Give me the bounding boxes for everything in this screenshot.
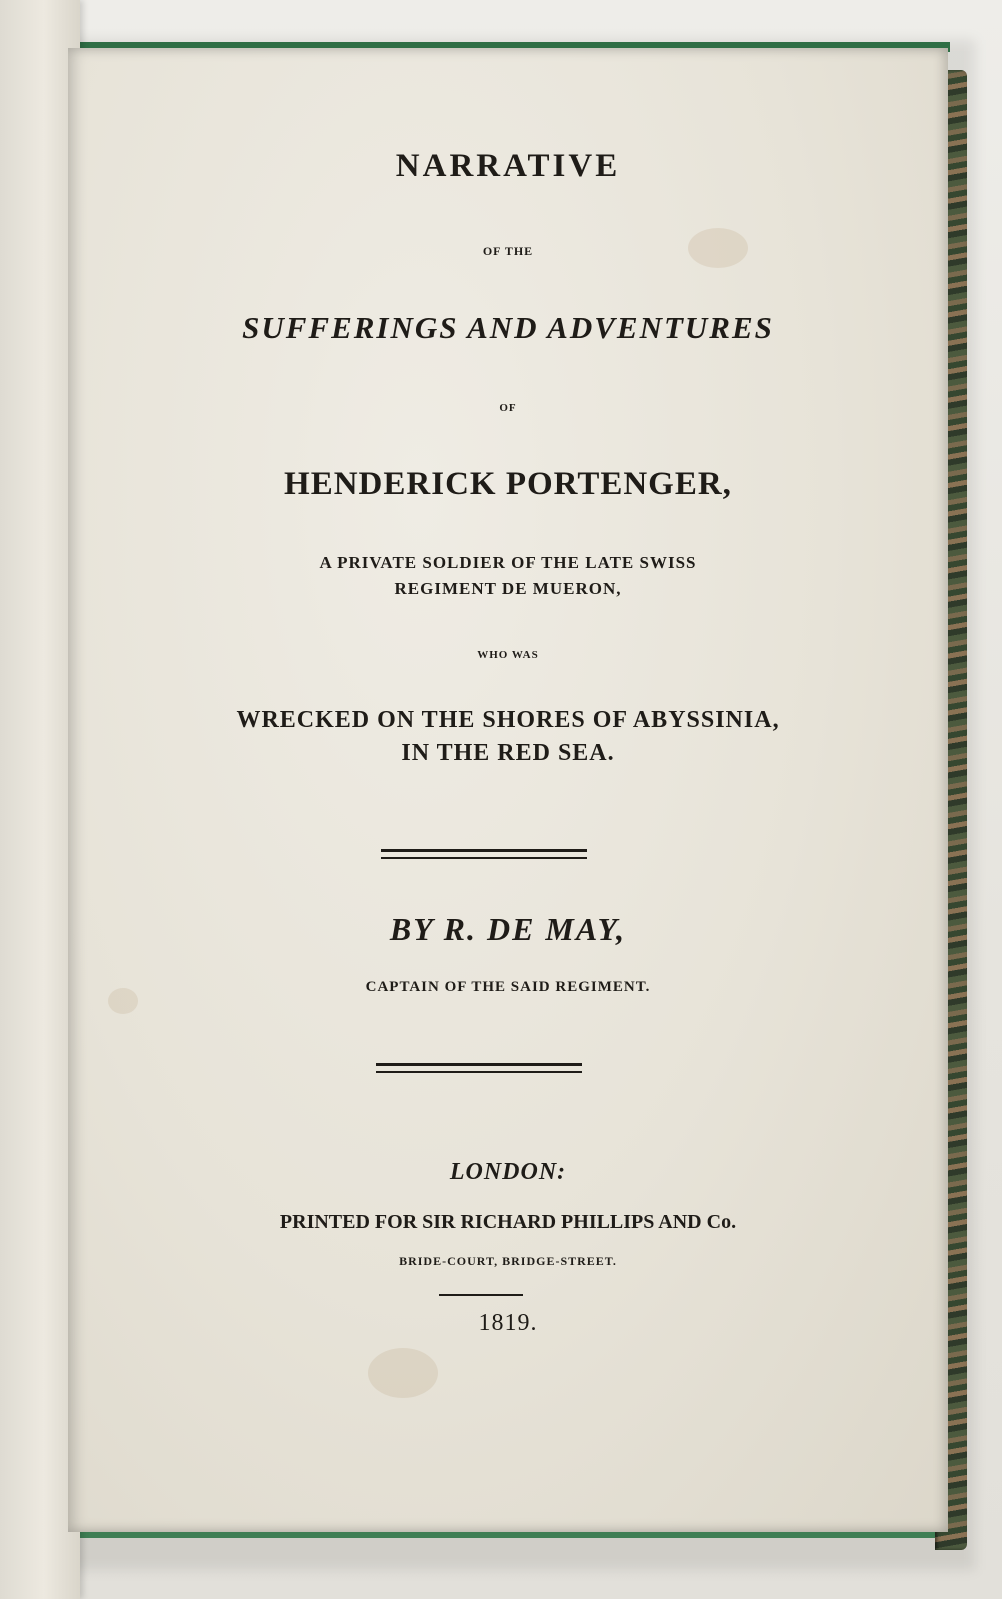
author-text: BY R. DE MAY, (389, 911, 627, 947)
description-line: REGIMENT DE MUERON, (394, 579, 622, 598)
place-text: LONDON: (449, 1159, 567, 1185)
connector-text: OF (499, 402, 517, 414)
foxing-spot (368, 1348, 438, 1398)
event-line: IN THE RED SEA. (401, 740, 615, 766)
address-text: BRIDE-COURT, BRIDGE-STREET. (399, 1254, 617, 1268)
printer-text: PRINTED FOR SIR RICHARD PHILLIPS AND Co. (279, 1211, 737, 1233)
author-title: CAPTAIN OF THE SAID REGIMENT. (365, 979, 651, 995)
event-line: WRECKED ON THE SHORES OF ABYSSINIA, (236, 707, 780, 733)
description-line: A PRIVATE SOLDIER OF THE LATE SWISS (319, 553, 697, 572)
double-rule (376, 1071, 582, 1073)
title-page (68, 48, 948, 1532)
short-rule (439, 1294, 523, 1296)
connector-text: WHO WAS (477, 649, 539, 661)
subtitle-text: SUFFERINGS AND ADVENTURES (242, 310, 774, 345)
double-rule (376, 1063, 582, 1066)
connector-text: OF THE (482, 244, 534, 258)
subject-name: HENDERICK PORTENGER, (284, 466, 732, 502)
year-text: 1819. (478, 1310, 538, 1336)
title-text: NARRATIVE (395, 148, 621, 184)
double-rule (381, 857, 587, 859)
double-rule (381, 849, 587, 852)
